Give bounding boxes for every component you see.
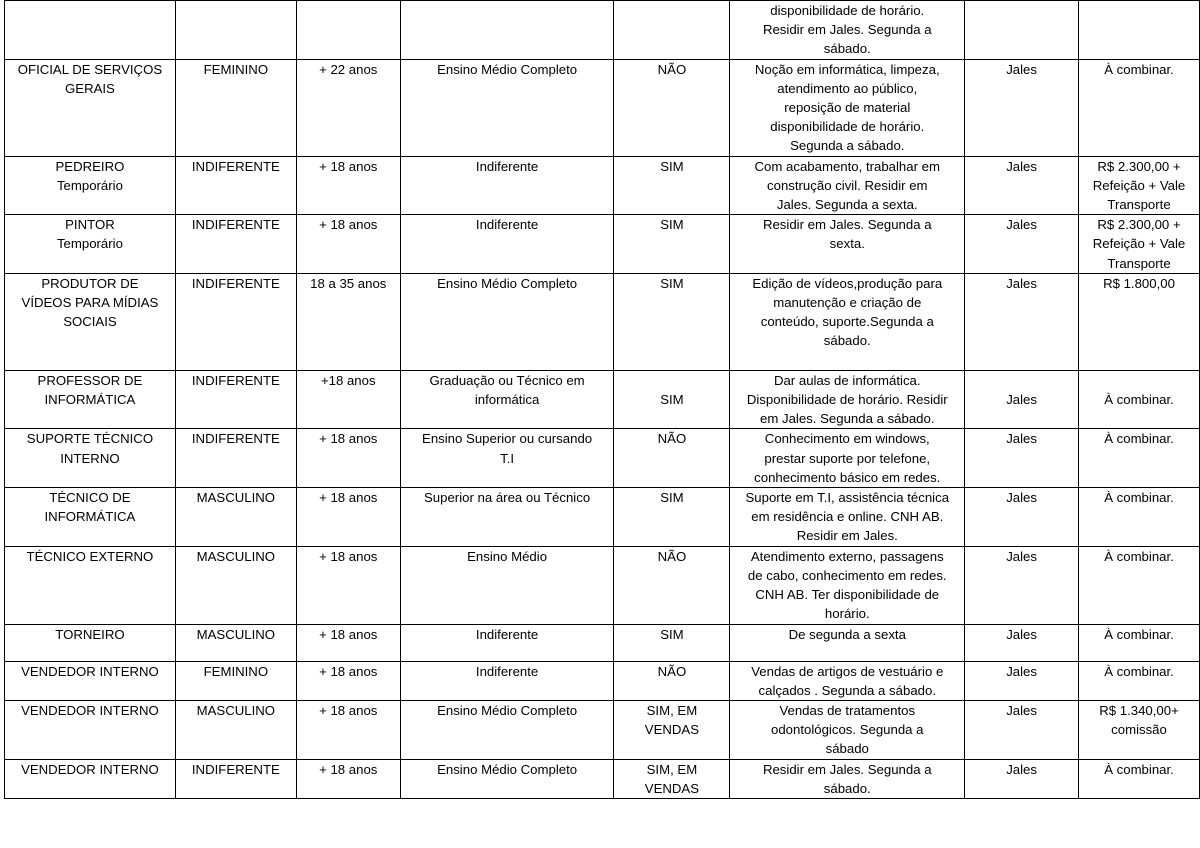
cell-experiencia [614, 370, 730, 429]
table-row [5, 215, 1200, 274]
cell-text: Jales [1006, 548, 1037, 564]
cell-text: +18 anos [320, 372, 376, 388]
cell-sexo [175, 701, 296, 760]
table-row [5, 661, 1200, 700]
cell-text: atendimento ao público, [777, 80, 918, 96]
cell-escolaridade [400, 624, 614, 661]
cell-text: TÉCNICO EXTERNO [26, 548, 154, 564]
cell-text: Graduação ou Técnico em [429, 372, 585, 388]
cell-text: sábado. [823, 333, 871, 349]
cell-text: em residência e online. CNH AB. [751, 509, 944, 525]
cell-text: + 18 anos [319, 703, 378, 719]
cell-cargo [5, 759, 176, 798]
cell-text: À combinar. [1104, 626, 1174, 642]
cell-text: PEDREIRO [55, 158, 125, 174]
cell-text: Transporte [1107, 255, 1171, 271]
cell-sexo [175, 488, 296, 547]
cell-sexo [175, 59, 296, 156]
cell-idade [296, 701, 400, 760]
cell-text: Disponibilidade de horário. Residir [746, 392, 948, 408]
cell-text: INTERNO [60, 450, 120, 466]
cell-escolaridade [400, 488, 614, 547]
cell-idade [296, 429, 400, 488]
cell-text: R$ 2.300,00 + [1097, 158, 1181, 174]
cell-text: + 18 anos [319, 626, 378, 642]
cell-text: Jales [1006, 217, 1037, 233]
cell-text: NÃO [657, 61, 687, 77]
cell-escolaridade [400, 59, 614, 156]
cell-text: Indiferente [475, 158, 539, 174]
cell-text: Temporário [56, 236, 123, 252]
cell-text: horário. [824, 606, 870, 622]
cell-text: Jales [1006, 703, 1037, 719]
cell-requisitos [730, 759, 965, 798]
cell-text: SIM [660, 275, 684, 291]
table-row [5, 59, 1200, 156]
cell-text: sábado. [823, 41, 871, 57]
cell-cidade [965, 273, 1079, 370]
cell-text: Residir em Jales. Segunda a [762, 22, 932, 38]
cell-text: Superior na área ou Técnico [424, 490, 591, 506]
cell-text: Ensino Médio [467, 548, 548, 564]
cell-salario [1079, 156, 1200, 215]
cell-text: SOCIAIS [63, 314, 117, 330]
cell-text: TORNEIRO [55, 626, 125, 642]
cell-text: FEMININO [203, 663, 269, 679]
cell-idade [296, 215, 400, 274]
cell-text: MASCULINO [196, 548, 276, 564]
cell-text: À combinar. [1104, 392, 1174, 408]
cell-text: À combinar. [1104, 548, 1174, 564]
cell-salario [1079, 370, 1200, 429]
table-row [5, 156, 1200, 215]
cell-text: Dar aulas de informática. [773, 372, 921, 388]
cell-text: Jales [1006, 61, 1037, 77]
cell-sexo [175, 1, 296, 60]
cell-experiencia [614, 156, 730, 215]
cell-text: + 22 anos [319, 61, 378, 77]
cell-cidade [965, 1, 1079, 60]
cell-text: À combinar. [1104, 761, 1174, 777]
cell-text: FEMININO [203, 61, 269, 77]
table-row [5, 488, 1200, 547]
cell-escolaridade [400, 273, 614, 370]
cell-cidade [965, 488, 1079, 547]
cell-text: T.I [500, 450, 515, 466]
cell-idade [296, 1, 400, 60]
cell-escolaridade [400, 1, 614, 60]
cell-text: VENDAS [644, 780, 700, 796]
cell-text: SIM [660, 158, 684, 174]
cell-cidade [965, 370, 1079, 429]
cell-experiencia [614, 273, 730, 370]
cell-text: Noção em informática, limpeza, [754, 61, 940, 77]
cell-text: SIM [660, 490, 684, 506]
cell-text: Jales [1006, 392, 1037, 408]
cell-text: Vendas de tratamentos [779, 703, 916, 719]
cell-salario [1079, 701, 1200, 760]
cell-sexo [175, 156, 296, 215]
cell-text: Com acabamento, trabalhar em [754, 158, 940, 174]
cell-cidade [965, 156, 1079, 215]
cell-text: NÃO [657, 431, 687, 447]
cell-text: MASCULINO [196, 703, 276, 719]
cell-text: INDIFERENTE [191, 431, 280, 447]
cell-text: Refeição + Vale [1092, 177, 1186, 193]
cell-text: MASCULINO [196, 626, 276, 642]
cell-escolaridade [400, 546, 614, 624]
cell-cidade [965, 59, 1079, 156]
cell-idade [296, 759, 400, 798]
cell-text: Ensino Médio Completo [437, 61, 578, 77]
cell-salario [1079, 546, 1200, 624]
cell-text: INDIFERENTE [191, 275, 280, 291]
cell-text: MASCULINO [196, 490, 276, 506]
cell-text: Edição de vídeos,produção para [752, 275, 943, 291]
cell-text: À combinar. [1104, 663, 1174, 679]
cell-text: + 18 anos [319, 158, 378, 174]
cell-salario [1079, 661, 1200, 700]
cell-escolaridade [400, 370, 614, 429]
cell-text: conteúdo, suporte.Segunda a [760, 314, 934, 330]
cell-text: Ensino Médio Completo [437, 703, 578, 719]
cell-requisitos [730, 273, 965, 370]
cell-text: GERAIS [65, 80, 115, 96]
cell-cargo [5, 1, 176, 60]
cell-experiencia [614, 546, 730, 624]
cell-text: Jales [1006, 431, 1037, 447]
cell-cidade [965, 624, 1079, 661]
cell-text: Residir em Jales. [796, 528, 898, 544]
cell-text: VENDAS [644, 722, 700, 738]
cell-text: CNH AB. Ter disponibilidade de [755, 587, 940, 603]
cell-text: + 18 anos [319, 761, 378, 777]
cell-requisitos [730, 156, 965, 215]
cell-text: INDIFERENTE [191, 217, 280, 233]
cell-text: calçados . Segunda a sábado. [758, 682, 936, 698]
cell-idade [296, 546, 400, 624]
cell-text: Suporte em T.I, assistência técnica [745, 490, 950, 506]
cell-text: VÍDEOS PARA MÍDIAS [21, 295, 159, 311]
cell-text: VENDEDOR INTERNO [21, 663, 159, 679]
cell-text: comissão [1111, 722, 1167, 738]
cell-requisitos [730, 370, 965, 429]
cell-cargo [5, 215, 176, 274]
cell-cidade [965, 429, 1079, 488]
cell-text: NÃO [657, 663, 687, 679]
cell-sexo [175, 759, 296, 798]
table-row [5, 1, 1200, 60]
cell-text: À combinar. [1104, 431, 1174, 447]
table-row [5, 701, 1200, 760]
cell-text: Vendas de artigos de vestuário e [751, 663, 944, 679]
cell-experiencia [614, 759, 730, 798]
cell-idade [296, 59, 400, 156]
cell-text: sábado. [823, 780, 871, 796]
cell-text: de cabo, conhecimento em redes. [747, 567, 947, 583]
cell-requisitos [730, 1, 965, 60]
cell-experiencia [614, 1, 730, 60]
cell-escolaridade [400, 215, 614, 274]
cell-idade [296, 273, 400, 370]
cell-text: PROFESSOR DE [37, 372, 143, 388]
cell-text: Refeição + Vale [1092, 236, 1186, 252]
cell-salario [1079, 273, 1200, 370]
cell-salario [1079, 1, 1200, 60]
cell-text: Jales [1006, 490, 1037, 506]
cell-text: INFORMÁTICA [44, 392, 136, 408]
cell-requisitos [730, 701, 965, 760]
cell-salario [1079, 624, 1200, 661]
cell-salario [1079, 429, 1200, 488]
cell-sexo [175, 370, 296, 429]
cell-text: + 18 anos [319, 548, 378, 564]
cell-text: Jales [1006, 158, 1037, 174]
cell-cargo [5, 156, 176, 215]
cell-text: Indiferente [475, 217, 539, 233]
cell-text: sábado [825, 741, 869, 757]
cell-text: odontológicos. Segunda a [771, 722, 924, 738]
cell-escolaridade [400, 759, 614, 798]
cell-text: reposição de material [784, 100, 911, 116]
table-body [5, 1, 1200, 799]
cell-requisitos [730, 215, 965, 274]
cell-idade [296, 661, 400, 700]
cell-escolaridade [400, 429, 614, 488]
cell-text: VENDEDOR INTERNO [21, 761, 159, 777]
cell-text: SIM, EM [646, 761, 698, 777]
cell-text: Jales [1006, 626, 1037, 642]
cell-text: PINTOR [65, 217, 115, 233]
cell-text: R$ 2.300,00 + [1097, 217, 1181, 233]
cell-requisitos [730, 59, 965, 156]
cell-text: SIM [660, 217, 684, 233]
cell-requisitos [730, 488, 965, 547]
cell-text: Ensino Superior ou cursando [422, 431, 593, 447]
cell-text: À combinar. [1104, 490, 1174, 506]
cell-text: + 18 anos [319, 663, 378, 679]
cell-experiencia [614, 429, 730, 488]
cell-cargo [5, 59, 176, 156]
cell-experiencia [614, 488, 730, 547]
cell-text: manutenção e criação de [773, 295, 922, 311]
table-row [5, 624, 1200, 661]
cell-text: conhecimento básico em redes. [754, 469, 941, 485]
cell-text: + 18 anos [319, 217, 378, 233]
cell-cargo [5, 273, 176, 370]
cell-text: Indiferente [475, 663, 539, 679]
cell-text: INFORMÁTICA [44, 509, 136, 525]
cell-experiencia [614, 661, 730, 700]
cell-text: disponibilidade de horário. [770, 3, 925, 18]
cell-text: disponibilidade de horário. [770, 119, 925, 135]
cell-text: De segunda a sexta [788, 626, 906, 642]
cell-cargo [5, 370, 176, 429]
cell-text: Ensino Médio Completo [437, 761, 578, 777]
cell-text: Transporte [1107, 197, 1171, 213]
table-row [5, 273, 1200, 370]
cell-experiencia [614, 59, 730, 156]
cell-text: Residir em Jales. Segunda a [762, 761, 932, 777]
cell-sexo [175, 273, 296, 370]
cell-sexo [175, 429, 296, 488]
cell-cidade [965, 661, 1079, 700]
cell-escolaridade [400, 701, 614, 760]
cell-text: SIM [660, 392, 684, 408]
cell-sexo [175, 661, 296, 700]
cell-requisitos [730, 661, 965, 700]
cell-cargo [5, 488, 176, 547]
cell-cidade [965, 759, 1079, 798]
cell-cidade [965, 546, 1079, 624]
cell-text: À combinar. [1104, 61, 1174, 77]
cell-cargo [5, 624, 176, 661]
cell-text: + 18 anos [319, 490, 378, 506]
cell-salario [1079, 215, 1200, 274]
cell-text: INDIFERENTE [191, 761, 280, 777]
cell-text: Residir em Jales. Segunda a [762, 217, 932, 233]
job-vacancies-table [4, 0, 1200, 799]
cell-text: Atendimento externo, passagens [750, 548, 944, 564]
cell-text: prestar suporte por telefone, [764, 450, 931, 466]
cell-salario [1079, 59, 1200, 156]
cell-text: Conhecimento em windows, [764, 431, 930, 447]
cell-salario [1079, 759, 1200, 798]
cell-text: SUPORTE TÉCNICO [26, 431, 154, 447]
cell-idade [296, 624, 400, 661]
table-row [5, 370, 1200, 429]
cell-cidade [965, 215, 1079, 274]
cell-text: Segunda a sábado. [790, 138, 905, 154]
cell-cargo [5, 429, 176, 488]
cell-text: NÃO [657, 548, 687, 564]
table-row [5, 429, 1200, 488]
cell-cidade [965, 701, 1079, 760]
cell-requisitos [730, 624, 965, 661]
cell-text: VENDEDOR INTERNO [21, 703, 159, 719]
cell-text: INDIFERENTE [191, 372, 280, 388]
cell-escolaridade [400, 661, 614, 700]
cell-sexo [175, 215, 296, 274]
cell-text: TÉCNICO DE [49, 490, 131, 506]
cell-experiencia [614, 701, 730, 760]
cell-requisitos [730, 546, 965, 624]
cell-sexo [175, 546, 296, 624]
cell-text: 18 a 35 anos [310, 275, 387, 291]
cell-requisitos [730, 429, 965, 488]
cell-text: PRODUTOR DE [41, 275, 139, 291]
cell-text: Ensino Médio Completo [437, 275, 578, 291]
cell-text: Jales [1006, 663, 1037, 679]
cell-text: Jales [1006, 275, 1037, 291]
cell-cargo [5, 546, 176, 624]
cell-text: construção civil. Residir em [767, 177, 928, 193]
cell-experiencia [614, 624, 730, 661]
cell-text: Jales [1006, 761, 1037, 777]
cell-text: R$ 1.800,00 [1103, 275, 1175, 291]
cell-text: SIM [660, 626, 684, 642]
cell-text: OFICIAL DE SERVIÇOS [17, 61, 163, 77]
cell-text: informática [474, 392, 540, 408]
cell-salario [1079, 488, 1200, 547]
cell-text: sexta. [829, 236, 865, 252]
cell-text: Temporário [56, 177, 123, 193]
cell-idade [296, 156, 400, 215]
cell-text: Indiferente [475, 626, 539, 642]
cell-text: em Jales. Segunda a sábado. [760, 411, 935, 427]
table-row [5, 759, 1200, 798]
cell-cargo [5, 701, 176, 760]
cell-text: Jales. Segunda a sexta. [776, 197, 918, 213]
cell-idade [296, 370, 400, 429]
cell-cargo [5, 661, 176, 700]
table-row [5, 546, 1200, 624]
cell-text: SIM, EM [646, 703, 698, 719]
cell-experiencia [614, 215, 730, 274]
cell-sexo [175, 624, 296, 661]
cell-escolaridade [400, 156, 614, 215]
cell-text: + 18 anos [319, 431, 378, 447]
cell-idade [296, 488, 400, 547]
cell-text: INDIFERENTE [191, 158, 280, 174]
cell-text: R$ 1.340,00+ [1099, 703, 1179, 719]
